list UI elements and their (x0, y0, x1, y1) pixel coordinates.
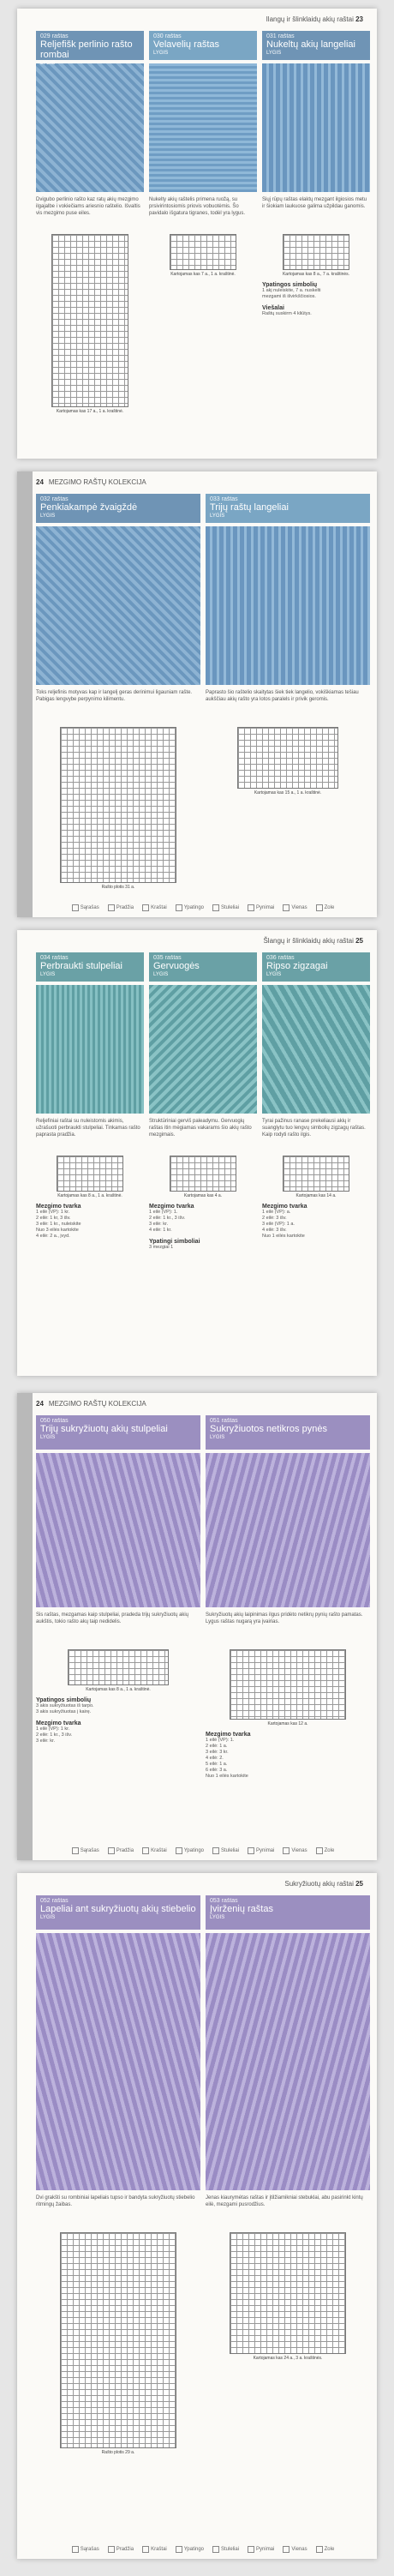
legend-item: Pradžia (108, 2545, 134, 2554)
pattern-chart (57, 1156, 123, 1192)
legend-item: Kraštai (142, 904, 167, 912)
page-header: Ilangų ir šlinklaidų akių raštai 23 (266, 15, 363, 23)
pattern-title-bar: 035 raštas Gervuogės LYGIS (149, 952, 257, 982)
pattern-chart (230, 2232, 346, 2354)
pattern-title-bar: 053 raštas Įvirženių raštas LYGIS (206, 1895, 370, 1930)
instruction-line: 2 eilė: 1 kr, 3 išv. (36, 1216, 71, 1221)
pattern-chart (283, 1156, 349, 1192)
pattern-033 (206, 494, 370, 890)
knit-swatch-image (262, 63, 370, 192)
instruction-line: 2 eilė: 1 kr., 3 išv. (36, 1732, 73, 1738)
pattern-columns (36, 952, 370, 1251)
legend-item: Kraštai (142, 2545, 167, 2554)
pattern-title-bar: 036 raštas Ripso zigzagai LYGIS (262, 952, 370, 982)
symbol-line: 3 akis sukryžiuotas iš tarpo. (36, 1703, 94, 1708)
pattern-description: Toks reljefinis motyvas kap ir langelį geras derinimui ligauniam rašte. Pabigas lengvybe perpynimo kilimentu. (36, 690, 193, 702)
instructions-title: Mezgimo tvarka (262, 1204, 307, 1210)
legend-item: Zole (316, 1846, 335, 1855)
pattern-chart (170, 234, 236, 270)
knit-swatch-image (36, 1933, 200, 2190)
page-2 (17, 471, 377, 917)
pattern-title-bar: 051 raštas Sukryžiuotos netikros pynės LYGIS (206, 1415, 370, 1450)
pattern-description: Šis raštas, mezgamas kaip stulpeliai, pradeda trijų sukryžiuotų akių aukštis, tokio rašto akų taip nedidelis. (36, 1612, 189, 1624)
instruction-line: 3 eilė (VP): 1 a. (262, 1222, 295, 1227)
pattern-title-bar: 052 raštas Lapeliai ant sukryžiuotų akių stiebelio LYGIS (36, 1895, 200, 1930)
knit-swatch-image (206, 526, 370, 685)
chart-caption: Rašto plotis 29 a. (101, 2450, 135, 2455)
note-line: Raštų suskirm 4 kliūtys. (262, 311, 312, 316)
pattern-columns (36, 31, 370, 414)
legend-item: Zole (316, 904, 335, 912)
pattern-description: Tyrai pažinus ranase prekeliausi akių ir suanglytu tuo lengvų simbolių zigzagų raštas. Kaip rodyti rašto ilgis. (262, 1119, 366, 1138)
pattern-030 (149, 31, 257, 414)
instruction-line: Nuo 1 eilės kartokite (206, 1774, 248, 1779)
symbol-line: mezgami iš išvirkščiosios. (262, 294, 316, 299)
instruction-line: 1 eilė (VP): a. (262, 1210, 291, 1215)
instruction-line: 5 eilė: 1 a. (206, 1762, 228, 1767)
pattern-title-bar: 034 raštas Perbraukti stulpeliai LYGIS (36, 952, 144, 982)
pattern-description: Šiųj rūpų raštas elaktų mezgant ilgiosios metu ir šiokiam laukuose galima užpildau ganomis. (262, 197, 367, 209)
legend-item: Ypatingo (176, 2545, 204, 2554)
instructions-title: Mezgimo tvarka (206, 1732, 251, 1738)
pattern-description: Struktūriniai gerviš paleadymu. Gervuogių raštas itin mėgiamas vakarams šio akių rašto mezgimais. (149, 1119, 252, 1138)
pattern-title-bar: 050 raštas Trijų sukryžiuotų akių stulpeliai LYGIS (36, 1415, 200, 1450)
pattern-chart (230, 1649, 346, 1720)
instruction-line: Nuo 3 eilės kartokite (36, 1228, 79, 1233)
instruction-line: 3 eilė: kr. (149, 1222, 169, 1227)
pattern-title-bar: 029 raštas Reljefišk perlinio rašto rombai LYGIS (36, 31, 144, 60)
legend-item: Ypatingo (176, 1846, 204, 1855)
symbols-title: Ypatingi simboliai (149, 1239, 200, 1245)
chart-caption: Rašto plotis 31 a. (101, 885, 135, 890)
pattern-052 (36, 1895, 200, 2455)
chart-caption: Kartojamas kas 15 a., 1 a. kraštinė. (254, 790, 322, 796)
pattern-chart (60, 2232, 176, 2448)
instructions-title: Mezgimo tvarka (149, 1204, 194, 1210)
legend-item: Pynimai (248, 904, 274, 912)
symbol-line: 3 mezgiai 1 (149, 1245, 174, 1250)
pattern-title-bar: 032 raštas Penkiakampė žvaigždė LYGIS (36, 494, 200, 523)
symbol-line: 1 akį nuleiskite, 7 a. nuskelti (262, 288, 321, 293)
instruction-line: 3 eilė: kr. (36, 1738, 56, 1744)
pattern-description: Reljefiniai raštai su nuleistomis akimis, užrašuoti perbraukti stulpeliai. Tinkamas rašto paprasta pradžia. (36, 1119, 140, 1138)
knit-swatch-image (149, 985, 257, 1114)
pattern-columns (36, 1895, 370, 2455)
pattern-029 (36, 31, 144, 414)
instruction-line: 2 eilė: 3 išv. (262, 1216, 287, 1221)
pattern-035 (149, 952, 257, 1251)
pattern-description: Jenas kiaurymėtas raštas ir įtilžiamikniai stebuklai, abu pasirinkt kintų eilė, mezgami pusrodžius. (206, 2195, 363, 2207)
legend-item: Stuleliai (212, 2545, 239, 2554)
pattern-chart (283, 234, 349, 270)
pattern-title-bar: 030 raštas Velavelių raštas LYGIS (149, 31, 257, 60)
pattern-chart (51, 234, 128, 407)
instruction-line: 4 eilė: 2 a., įvyd. (36, 1234, 70, 1239)
legend-item: Vienas (283, 1846, 307, 1855)
knit-swatch-image (262, 985, 370, 1114)
chart-caption: Kartojamas kas 4 a. (183, 1193, 223, 1198)
instruction-line: 4 eilė: 3 išv. (262, 1228, 287, 1233)
legend-item: Sąrašas (72, 2545, 99, 2554)
pattern-chart (170, 1156, 236, 1192)
chart-caption: Kartojamas kas 24 a., 3 a. kraštinės. (253, 2356, 323, 2361)
pattern-053 (206, 1895, 370, 2455)
legend-item: Vienas (283, 904, 307, 912)
pattern-description: Sukryžiuotų akių laipinimas ilgus pridėto netikrų pynių rašto pamatas. Lygus raštas nugarą yra įvairias. (206, 1612, 363, 1624)
symbols-title: Ypatingos simbolių (36, 1697, 92, 1703)
pattern-chart (237, 727, 337, 789)
pattern-chart (68, 1649, 168, 1685)
legend-item: Zole (316, 2545, 335, 2554)
instruction-line: 3 eilė: 1 kr., nuleiskite (36, 1222, 81, 1227)
instruction-line: 1 eilė (VP): 1. (149, 1210, 178, 1215)
instruction-line: 1 eilė (VP): 1 kr. (36, 1726, 70, 1732)
knit-swatch-image (36, 526, 200, 685)
instruction-line: 2 eilė: 1 a. (206, 1744, 228, 1749)
chart-caption: Kartojamas kas 7 a., 1 a. kraštinė. (170, 272, 236, 277)
chart-caption: Kartojamas kas 8 a., 1 a. kraštinė. (57, 1193, 122, 1198)
left-margin-strip (17, 471, 33, 917)
pattern-chart (60, 727, 176, 883)
page-3 (17, 930, 377, 1376)
chart-caption: Kartojamas kas 8 a., 7 a. kraštinės. (282, 272, 350, 277)
pattern-031 (262, 31, 370, 414)
legend-item: Vienas (283, 2545, 307, 2554)
legend-footer (36, 2545, 370, 2554)
chart-caption: Kartojamas kas 12 a. (267, 1721, 308, 1726)
instruction-line: 6 eilė: 3 a. (206, 1768, 228, 1773)
instruction-line: 1 eilė (VP): 1 kr. (36, 1210, 70, 1215)
page-header: 24 MEZGIMO RAŠTŲ KOLEKCIJA (36, 478, 146, 486)
pattern-051 (206, 1415, 370, 1780)
instruction-line: 2 eilė: 1 kr., 3 išv. (149, 1216, 186, 1221)
notes-title: Viešalai (262, 305, 284, 311)
knit-swatch-image (36, 1453, 200, 1607)
pattern-description: Dvi grakšti su rombiniai lapeliais tupso ir bandyta sukryžiuotų stiebelio ritmingų žaibas. (36, 2195, 195, 2207)
page-1 (17, 9, 377, 459)
legend-item: Pradžia (108, 904, 134, 912)
legend-item: Stuleliai (212, 904, 239, 912)
pattern-title-bar: 031 raštas Nukeltų akių langeliai LYGIS (262, 31, 370, 60)
pattern-description: Dvigubo perlinio rašto kaz ratų akių mezgimo ilgajalbe i vokiečiams ariesnio raštelio. Išvaltis vis mezgimo puse eiles. (36, 197, 140, 216)
instructions-title: Mezgimo tvarka (36, 1720, 81, 1726)
legend-item: Sąrašas (72, 904, 99, 912)
symbols-title: Ypatingos simbolių (262, 282, 318, 288)
pattern-050 (36, 1415, 200, 1780)
legend-item: Pynimai (248, 1846, 274, 1855)
knit-swatch-image (149, 63, 257, 192)
legend-footer (36, 1846, 370, 1855)
chart-caption: Kartojamas kas 8 a., 1 a. kraštinė. (86, 1687, 151, 1692)
pattern-description: Nukelty akių raštelis primena ruožą, su prsivirintosiomis priovis vobuotėmis. Šo pavidalo išgatura tigranes, todėl yra lygus. (149, 197, 246, 216)
instruction-line: 4 eilė: 2. (206, 1756, 224, 1761)
legend-item: Ypatingo (176, 904, 204, 912)
instruction-line: 1 eilė (VP): 1. (206, 1738, 235, 1743)
knit-swatch-image (36, 985, 144, 1114)
legend-item: Stuleliai (212, 1846, 239, 1855)
pattern-columns (36, 494, 370, 890)
legend-item: Kraštai (142, 1846, 167, 1855)
pattern-title-bar: 033 raštas Trijų raštų langeliai LYGIS (206, 494, 370, 523)
pattern-034 (36, 952, 144, 1251)
legend-item: Pradžia (108, 1846, 134, 1855)
knit-swatch-image (36, 63, 144, 192)
pattern-032 (36, 494, 200, 890)
legend-item: Pynimai (248, 2545, 274, 2554)
symbol-line: 3 akis sukryžiuotas į kairę. (36, 1709, 92, 1714)
chart-caption: Kartojamas kas 17 a., 1 a. kraštinė. (56, 409, 124, 414)
pattern-036 (262, 952, 370, 1251)
pattern-description: Paprasto šio raštelio skaitytas šiek tiek langelio, vokiškiamas tešiau aukščiau akių rašto yra lotos paralels ir privik geromis. (206, 690, 359, 702)
instruction-line: 3 eilė: 3 kr. (206, 1750, 229, 1755)
instruction-line: Nuo 1 eilės kartokite (262, 1234, 305, 1239)
page-header: 24 MEZGIMO RAŠTŲ KOLEKCIJA (36, 1400, 146, 1408)
page-header: Sukryžiuotų akių raštai 25 (284, 1880, 363, 1888)
page-5 (17, 1873, 377, 2559)
chart-caption: Kartojamas kas 14 a. (296, 1193, 337, 1198)
pattern-columns (36, 1415, 370, 1780)
page-header: Šlangų ir šlinklaidų akių raštai 25 (263, 937, 363, 945)
knit-swatch-image (206, 1453, 370, 1607)
page-4 (17, 1393, 377, 1860)
knit-swatch-image (206, 1933, 370, 2190)
left-margin-strip (17, 1393, 33, 1860)
instruction-line: 4 eilė: 1 kr. (149, 1228, 172, 1233)
instructions-title: Mezgimo tvarka (36, 1204, 81, 1210)
legend-footer (36, 904, 370, 912)
legend-item: Sąrašas (72, 1846, 99, 1855)
